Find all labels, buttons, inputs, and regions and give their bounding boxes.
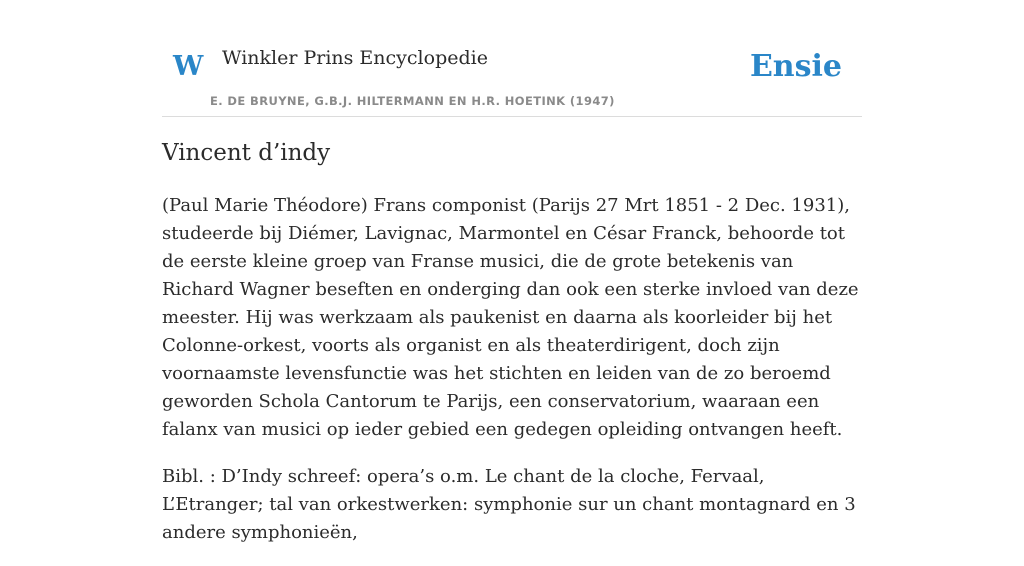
site-title[interactable]: Winkler Prins Encyclopedie [222,47,488,69]
brand-logo[interactable]: Ensie [749,49,842,84]
authors-line: E. DE BRUYNE, G.B.J. HILTERMANN EN H.R. HOETINK (1947) [210,94,615,108]
article-paragraph: (Paul Marie Théodore) Frans componist (Parijs 27 Mrt 1851 - 2 Dec. 1931), studeerde bij Diémer, Lavignac, Marmontel en César Franck, behoorde tot de eerste kleine groep van Franse musici, die de grote betekenis van Richard Wagner beseften en onderging dan ook een sterke invloed van deze meester. Hij was werkzaam als paukenist en daarna als koorleider bij het Colonne-orkest, voorts als organist en als theaterdirigent, doch zijn voornaamste levensfunctie was het stichten en leiden van de zo beroemd geworden Schola Cantorum te Parijs, een conservatorium, waaraan een falanx van musici op ieder gebied een gedegen opleiding ontvangen heeft. [162,195,859,440]
site-header [162,0,862,117]
page-container [162,0,862,543]
article-paragraph-bibliography: Bibl. : D’Indy schreef: opera’s o.m. Le chant de la cloche, Fervaal, L’Etranger; tal van orkestwerken: symphonie sur un chant montagnard en 3 andere symphonieën, [162,466,856,543]
site-logo-icon[interactable]: W [173,51,204,82]
article-title: Vincent d’indy [162,140,331,166]
article-body [162,192,862,566]
